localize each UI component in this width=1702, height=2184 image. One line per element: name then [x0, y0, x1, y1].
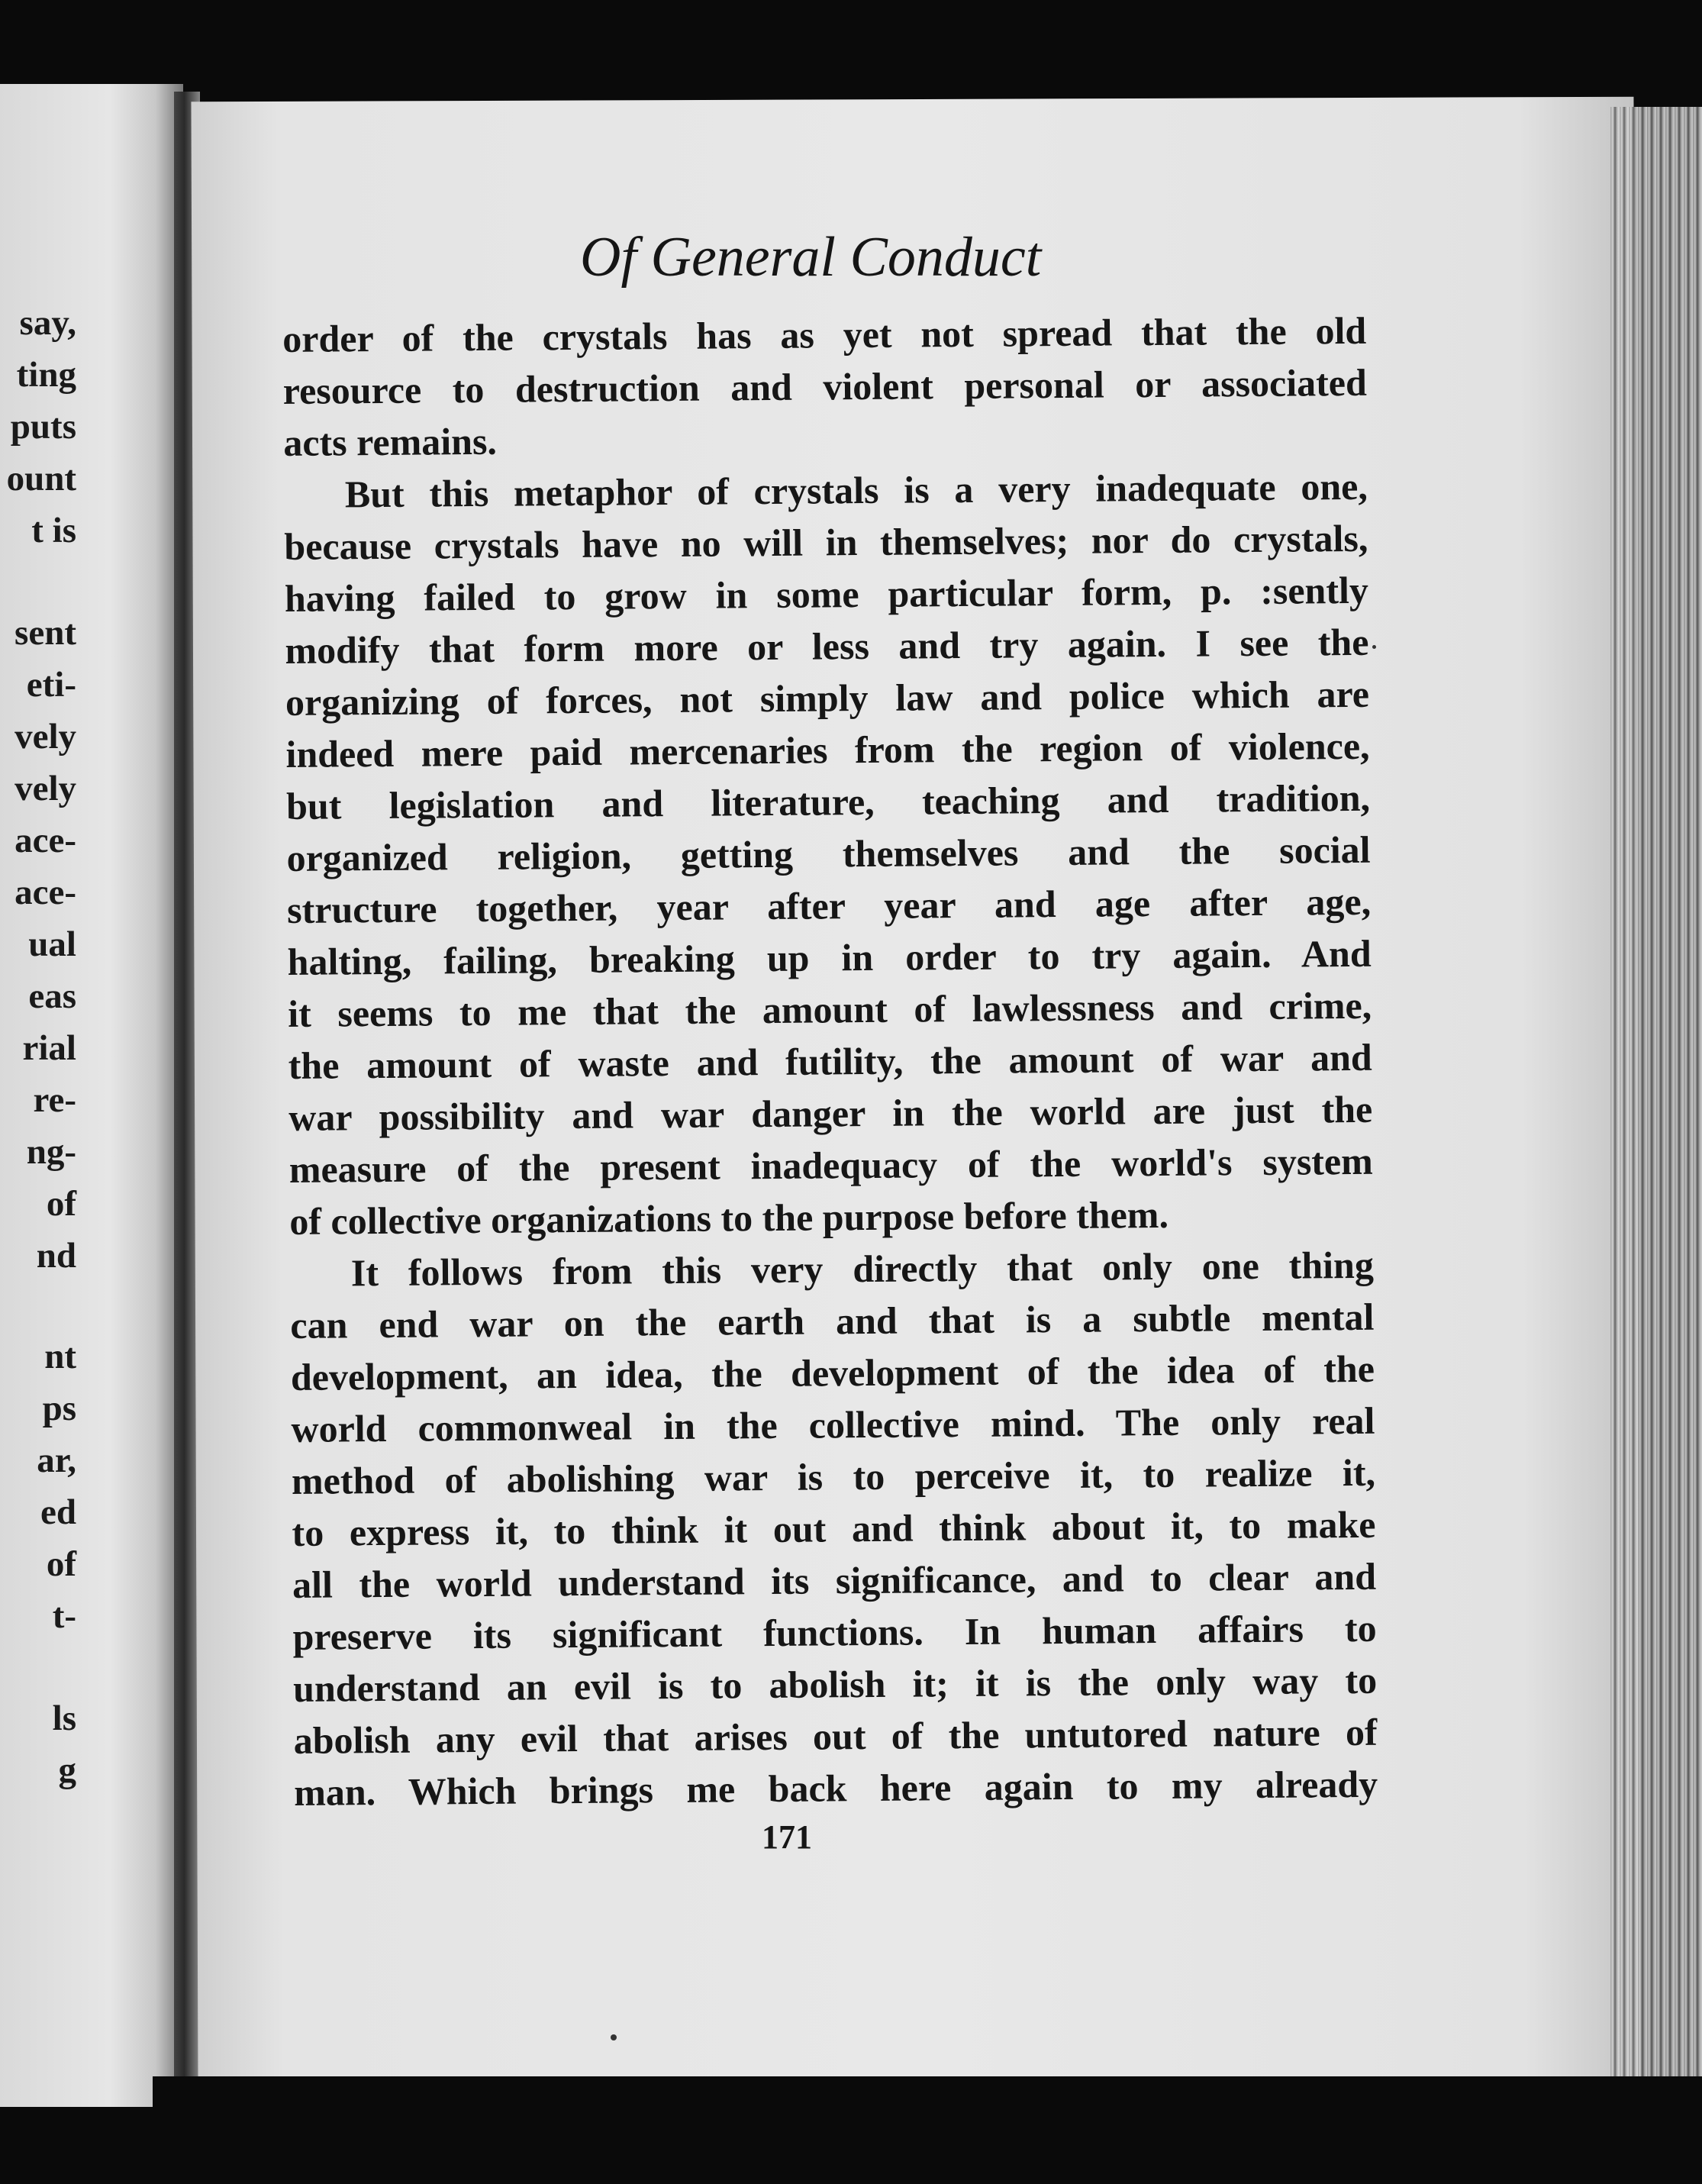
text-line: to express it, to think it out and think about it, to make — [292, 1502, 1376, 1554]
text-line: organizing of forces, not simply law and police which are — [285, 672, 1370, 724]
left-fragment: ual — [28, 924, 76, 964]
left-fragment: vely — [15, 769, 76, 808]
left-fragment: t- — [52, 1596, 76, 1636]
text-line: having failed to grow in some particular form, p. :sently — [284, 568, 1369, 620]
text-line: war possibility and war danger in the world are just the — [289, 1087, 1373, 1139]
left-fragment: rial — [22, 1028, 76, 1068]
left-fragment: ting — [16, 355, 76, 395]
text-line: understand an evil is to abolish it; it is the only way to — [292, 1658, 1378, 1710]
text-line: development, an idea, the development of the idea of the — [290, 1347, 1375, 1398]
text-line: But this metaphor of crystals is a very inadequate one, — [344, 464, 1368, 516]
left-fragment: sent — [15, 613, 76, 653]
text-line: acts remains. — [283, 419, 498, 464]
left-fragment: nd — [36, 1236, 76, 1276]
text-line: abolish any evil that arises out of the untutored nature of — [293, 1710, 1378, 1762]
left-fragment: of — [46, 1184, 76, 1224]
text-line: man. Which brings me back here again to my already — [294, 1762, 1378, 1814]
text-line: structure together, year after year and age after age, — [286, 879, 1372, 931]
text-line: it seems to me that the amount of lawlessness and crime, — [287, 983, 1372, 1035]
page-number: 171 — [762, 1818, 812, 1856]
left-fragment: g — [58, 1750, 76, 1790]
left-fragment: puts — [10, 407, 76, 447]
body-text — [282, 305, 1378, 1818]
page-edges — [1610, 107, 1702, 2076]
text-line: organized religion, getting themselves and the social — [286, 827, 1371, 879]
text-line: indeed mere paid mercenaries from the region of violence, — [285, 724, 1370, 776]
left-fragment: eas — [28, 976, 76, 1016]
text-line: but legislation and literature, teaching and tradition, — [285, 776, 1371, 827]
left-fragment: ed — [40, 1492, 76, 1532]
text-line: can end war on the earth and that is a subtle mental — [290, 1295, 1375, 1347]
text-line: because crystals have no will in themselves; nor do crystals, — [284, 516, 1368, 568]
text-line: It follows from this very directly that only one thing — [350, 1243, 1375, 1295]
left-fragment: ar, — [37, 1440, 76, 1480]
scan-speck — [611, 2034, 617, 2040]
left-fragment: vely — [15, 717, 76, 756]
text-line: all the world understand its significance, and to clear and — [292, 1554, 1377, 1606]
left-fragment: re- — [33, 1080, 76, 1120]
left-fragment: t is — [31, 511, 76, 550]
text-line: method of abolishing war is to perceive it, to realize it, — [291, 1450, 1376, 1502]
left-fragment: ace- — [15, 873, 76, 912]
text-line: of collective organizations to the purpose before them. — [289, 1192, 1169, 1243]
text-line: the amount of waste and futility, the amount of war and — [288, 1035, 1372, 1087]
left-fragment: eti- — [26, 665, 76, 705]
scan-speck — [1372, 645, 1376, 649]
text-line: modify that form more or less and try again. I see the — [285, 620, 1369, 672]
running-head: Of General Conduct — [580, 226, 1042, 289]
left-facing-page — [0, 84, 183, 2107]
left-fragment: nt — [44, 1337, 76, 1376]
scan-background — [153, 2076, 1702, 2184]
left-fragment: ng- — [26, 1132, 76, 1172]
left-fragment: of — [46, 1544, 76, 1584]
text-line: world commonweal in the collective mind. The only real — [291, 1398, 1375, 1450]
text-line: resource to destruction and violent personal or associated — [282, 360, 1367, 412]
left-fragment: say, — [19, 303, 76, 343]
left-fragment: ps — [42, 1389, 76, 1428]
left-fragment: ace- — [15, 821, 76, 860]
text-line: order of the crystals has as yet not spread that the old — [282, 308, 1367, 360]
text-line: measure of the present inadequacy of the world's system — [289, 1139, 1373, 1191]
left-fragment: ount — [6, 459, 76, 498]
left-fragment: ls — [52, 1698, 76, 1738]
text-line: halting, failing, breaking up in order to try again. And — [287, 931, 1372, 983]
text-line: preserve its significant functions. In human affairs to — [292, 1606, 1377, 1658]
